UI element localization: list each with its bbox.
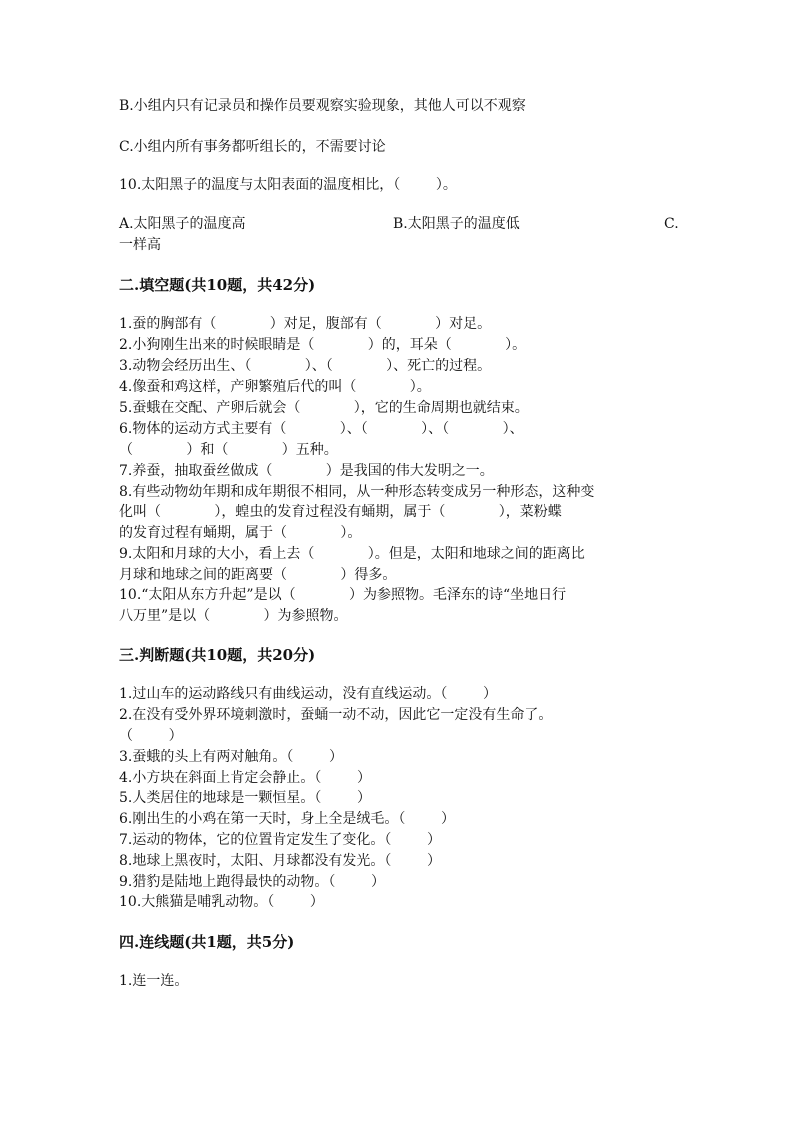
judge-line: （ ）: [119, 728, 183, 744]
judge-line: 8.地球上黑夜时，太阳、月球都没有发光。（ ）: [119, 853, 441, 869]
question-10-stem: 10.太阳黑子的温度与太阳表面的温度相比，（ ）。: [119, 177, 457, 193]
judge-line: 3.蚕蛾的头上有两对触角。（ ）: [119, 749, 343, 765]
question-10-option-c: C.: [664, 216, 679, 232]
judge-line: 9.猎豹是陆地上跑得最快的动物。（ ）: [119, 874, 385, 890]
fill-line: 10.“太阳从东方升起”是以（ ）为参照物。毛泽东的诗“坐地日行: [119, 587, 567, 603]
fill-line: 化叫（ ），蝗虫的发育过程没有蛹期，属于（ ），菜粉蝶: [119, 504, 562, 520]
fill-line: 5.蚕蛾在交配、产卵后就会（ ），它的生命周期也就结束。: [119, 400, 529, 416]
fill-line: 8.有些动物幼年期和成年期很不相同，从一种形态转变成另一种形态，这种变: [119, 484, 595, 500]
question-10-option-a: A.太阳黑子的温度高: [119, 216, 246, 232]
fill-line: 9.太阳和月球的大小，看上去（ ）。但是，太阳和地球之间的距离比: [119, 546, 585, 562]
fill-line: 八万里”是以（ ）为参照物。: [119, 608, 348, 624]
judge-line: 4.小方块在斜面上肯定会静止。（ ）: [119, 770, 371, 786]
section-title-fill-blank: 二.填空题(共10题，共42分): [119, 276, 316, 294]
fill-line: 4.像蚕和鸡这样，产卵繁殖后代的叫（ ）。: [119, 379, 431, 395]
judge-line: 2.在没有受外界环境刺激时，蚕蛹一动不动，因此它一定没有生命了。: [119, 707, 553, 723]
question-10-option-c-text: 一样高: [119, 237, 161, 253]
fill-line: 2.小狗刚生出来的时候眼睛是（ ）的，耳朵（ ）。: [119, 337, 527, 353]
question-10-option-b: B.太阳黑子的温度低: [393, 216, 520, 232]
section-title-matching: 四.连线题(共1题，共5分): [119, 933, 295, 951]
fill-line: 1.蚕的胸部有（ ）对足，腹部有（ ）对足。: [119, 316, 492, 332]
choice-option-b: B.小组内只有记录员和操作员要观察实验现象，其他人可以不观察: [119, 98, 526, 114]
section-title-true-false: 三.判断题(共10题，共20分): [119, 646, 316, 664]
judge-line: 6.刚出生的小鸡在第一天时，身上全是绒毛。（ ）: [119, 811, 455, 827]
judge-line: 1.过山车的运动路线只有曲线运动，没有直线运动。（ ）: [119, 686, 497, 702]
fill-line: 6.物体的运动方式主要有（ ）、（ ）、（ ）、: [119, 421, 524, 437]
matching-line: 1.连一连。: [119, 973, 189, 989]
fill-line: 7.养蚕，抽取蚕丝做成（ ）是我国的伟大发明之一。: [119, 463, 494, 479]
fill-line: 的发育过程有蛹期，属于（ ）。: [119, 525, 362, 541]
fill-line: 3.动物会经历出生、（ ）、（ ）、死亡的过程。: [119, 358, 492, 374]
judge-line: 5.人类居住的地球是一颗恒星。（ ）: [119, 790, 371, 806]
fill-line: （ ）和（ ）五种。: [119, 442, 338, 458]
judge-line: 10.大熊猫是哺乳动物。（ ）: [119, 894, 324, 910]
choice-option-c: C.小组内所有事务都听组长的，不需要讨论: [119, 139, 386, 155]
fill-line: 月球和地球之间的距离要（ ）得多。: [119, 567, 397, 583]
judge-line: 7.运动的物体，它的位置肯定发生了变化。（ ）: [119, 832, 441, 848]
